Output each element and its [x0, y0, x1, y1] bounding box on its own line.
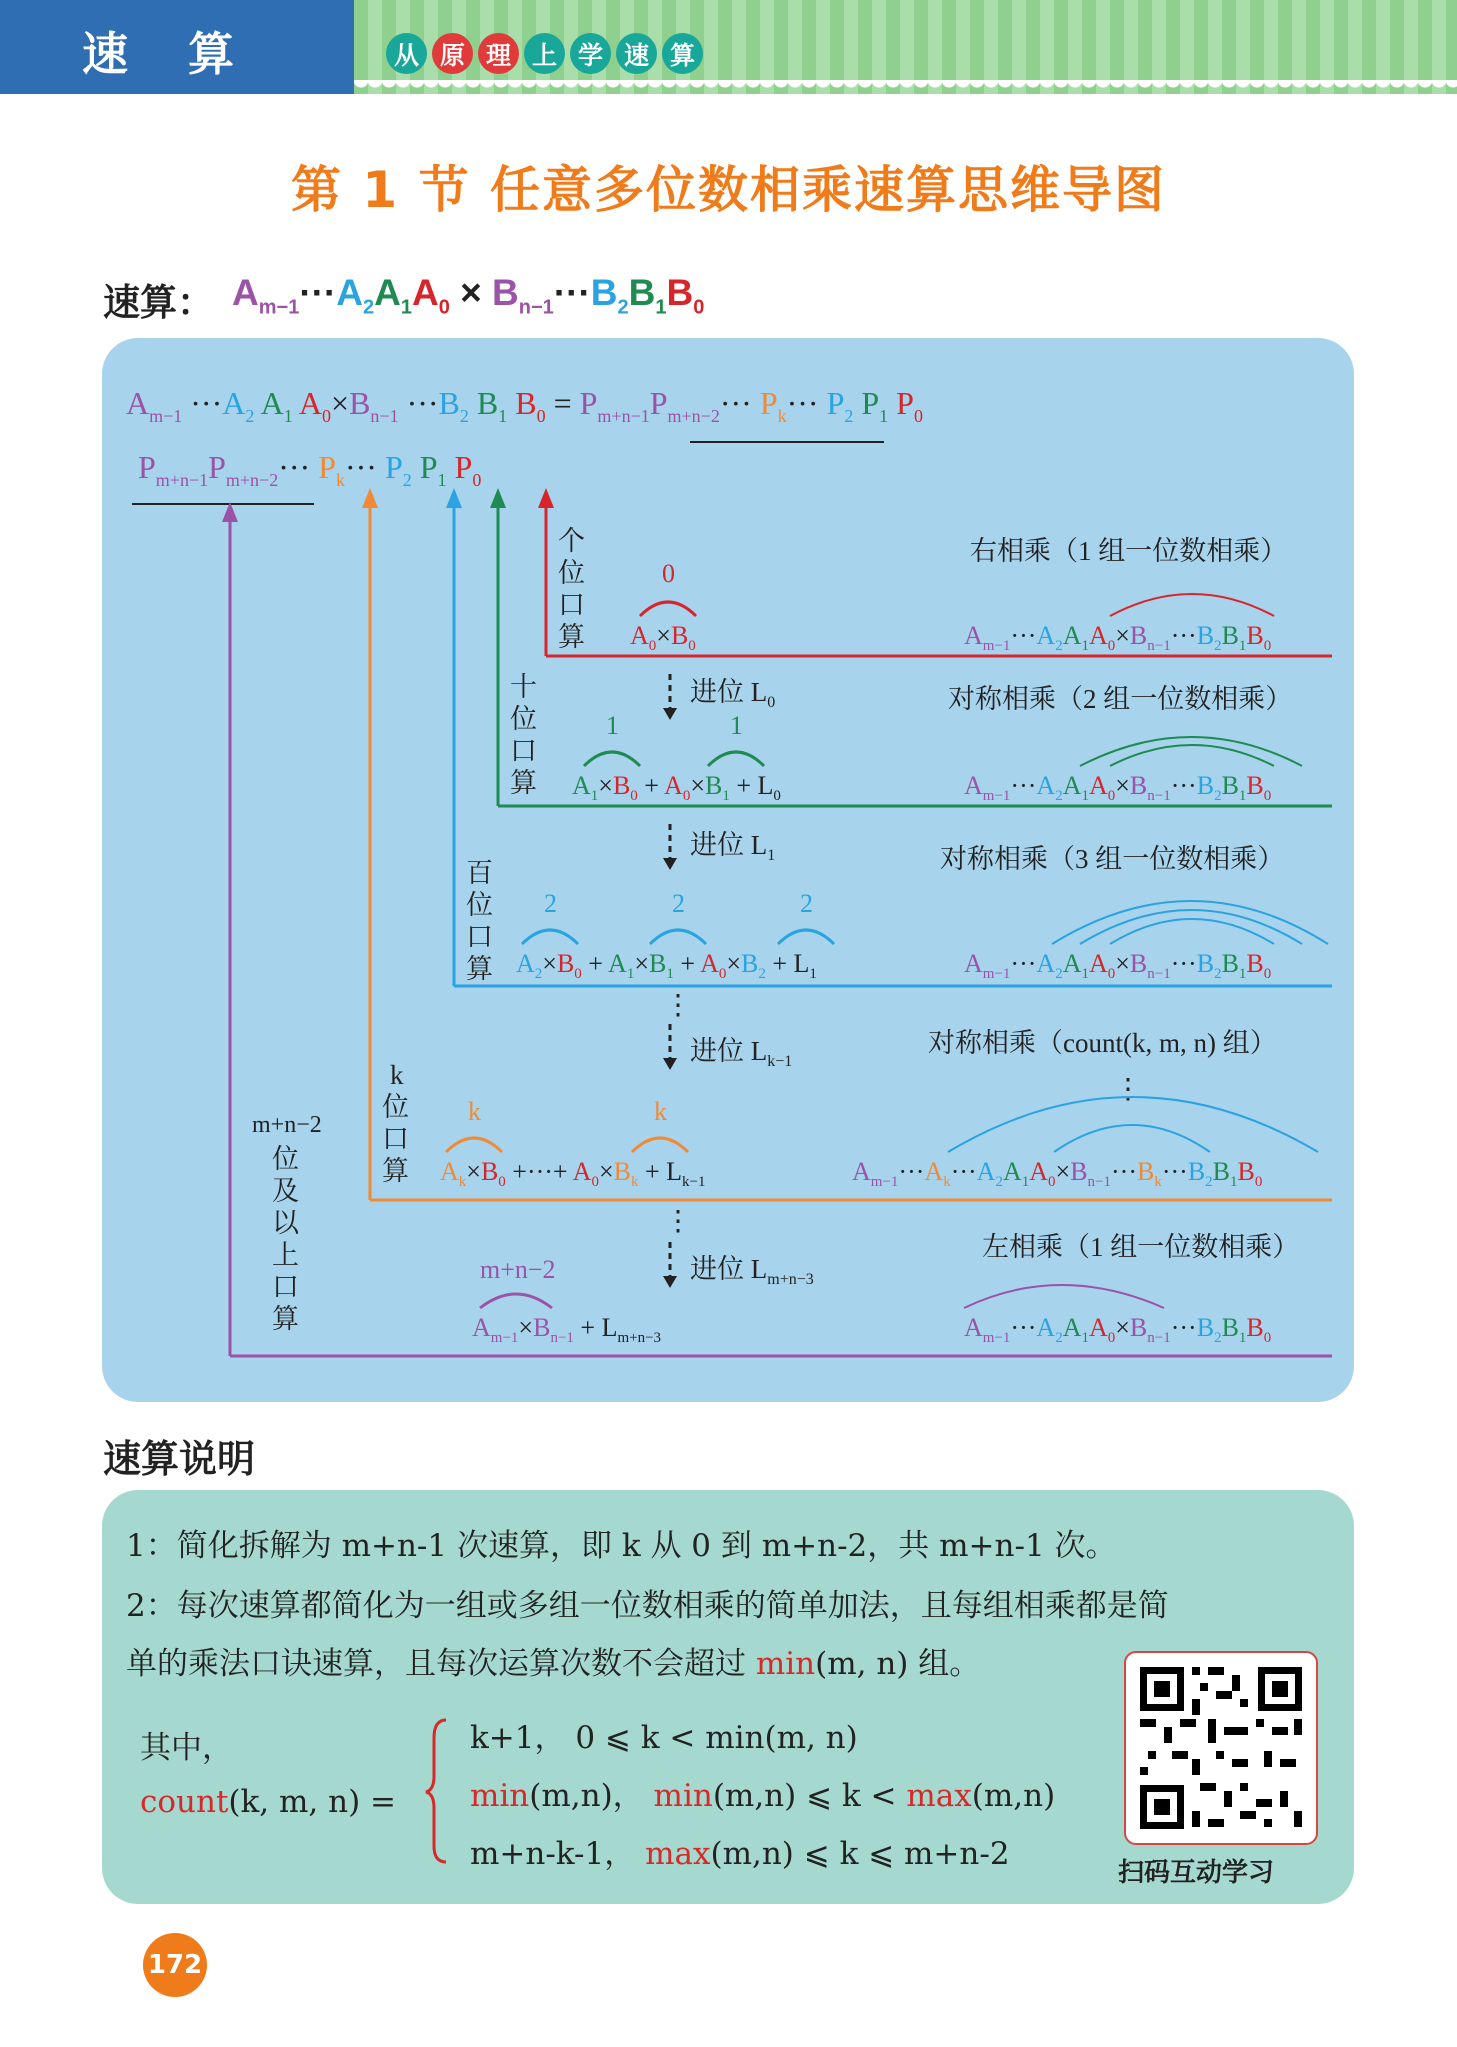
svg-text:算: 算 — [272, 1304, 299, 1334]
rowlast-calc — [472, 1255, 1271, 1346]
svg-text:百: 百 — [466, 858, 493, 888]
qr-code-icon — [1126, 1653, 1316, 1843]
svg-text:⋮: ⋮ — [664, 1206, 692, 1237]
svg-text:A1×B0 + A0×B1 + L0: $A_1\times B_0 + A_0\times B_1 + L_0$ — [572, 771, 781, 804]
svg-text:个: 个 — [558, 526, 585, 556]
formula-label: 速算： — [103, 281, 214, 324]
row-title-k: 对称相乘（count(k, m, n) 组） — [928, 1028, 1277, 1058]
svg-text:⋮: ⋮ — [1114, 1074, 1142, 1105]
case-2: min(m,n)， min(m,n) ⩽ k < max(m,n) — [470, 1778, 1056, 1814]
badge-char: 学 — [570, 33, 611, 74]
row-title-2: 对称相乘（2 组一位数相乘） — [948, 684, 1293, 714]
svg-text:2: 2 — [544, 889, 557, 918]
svg-text:Am−1···A2A1A0×Bn−1···B2B1B0: $A_{m-1}\cdot\cdot\cdot A_2A_1A_0\times B_{n-1}\cdot\cdot\cdot B_2B_1B_0$ — [964, 1313, 1272, 1346]
badge-char: 理 — [478, 33, 519, 74]
svg-text:1: 1 — [730, 711, 743, 740]
badge-char: 上 — [524, 33, 565, 74]
row-labels — [252, 526, 585, 1334]
svg-text:口: 口 — [272, 1272, 299, 1302]
brace-icon — [424, 1716, 454, 1866]
svg-text:Am−1···Ak···A2A1A0×Bn−1···Bk··: $A_{m-1}\cdot\cdot\cdot A_k\cdot\cdot\cdot A_2A_1A_0\times B_{n-1}\cdot\cdot\cdot B_k\cdot\cdot\cdot B_2B_1B_0$ — [852, 1157, 1263, 1190]
carry-labels — [663, 674, 814, 1288]
svg-text:m+n−2: m+n−2 — [480, 1255, 556, 1284]
svg-text:2: 2 — [800, 889, 813, 918]
svg-text:k: k — [390, 1060, 404, 1090]
svg-text:位: 位 — [510, 704, 537, 734]
qr-code[interactable] — [1124, 1651, 1318, 1845]
svg-text:⋮: ⋮ — [664, 990, 692, 1021]
svg-text:进位 Lm+n−3: 进位 $L_{m+n-3}$ — [690, 1254, 814, 1288]
svg-text:算: 算 — [558, 622, 585, 652]
svg-text:上: 上 — [272, 1240, 299, 1270]
mind-map-panel — [102, 338, 1354, 1402]
svg-text:位: 位 — [558, 558, 585, 588]
page-number: 172 — [143, 1933, 207, 1997]
svg-text:以: 以 — [272, 1208, 299, 1238]
svg-text:位: 位 — [466, 890, 493, 920]
row1-calc — [630, 559, 1274, 654]
count-definition: count(k, m, n) = — [140, 1784, 397, 1820]
svg-text:口: 口 — [382, 1124, 409, 1154]
series-badges — [386, 33, 703, 74]
where-label: 其中， — [140, 1730, 233, 1766]
svg-text:算: 算 — [510, 768, 537, 798]
svg-text:进位 L1: 进位 $L_1$ — [690, 830, 776, 864]
svg-text:0: 0 — [662, 559, 675, 588]
svg-text:Am−1···A2A1A0×Bn−1···B2B1B0: $A_{m-1}\cdot\cdot\cdot A_2A_1A_0\times B_{n-1}\cdot\cdot\cdot B_2B_1B_0$ — [964, 621, 1272, 654]
svg-text:k: k — [468, 1097, 481, 1126]
formula-expression: $A_{m-1}\cdot\cdot\cdot A_2A_1A_0 \times B_{n-1}\cdot\cdot\cdot B_2B_1B_0$ — [232, 272, 705, 319]
case-3: m+n-k-1， max(m,n) ⩽ k ⩽ m+n-2 — [470, 1836, 1010, 1872]
svg-text:十: 十 — [510, 672, 537, 702]
row-title-last: 左相乘（1 组一位数相乘） — [982, 1232, 1300, 1262]
svg-text:Ak×B0 +···+ A0×Bk + Lk−1: $A_k\times B_0$ +···+ $A_0\times B_k + L_{k-1}$ — [440, 1157, 706, 1190]
row-title-1: 右相乘（1 组一位数相乘） — [970, 536, 1288, 566]
svg-text:口: 口 — [510, 736, 537, 766]
note-2a: 2：每次速算都简化为一组或多组一位数相乘的简单加法，且每组相乘都是简 — [126, 1588, 1169, 1624]
badge-char: 算 — [662, 33, 703, 74]
svg-text:Am−1···A2A1A0×Bn−1···B2B1B0: $A_{m-1}\cdot\cdot\cdot A_2A_1A_0\times B_{n-1}\cdot\cdot\cdot B_2B_1B_0$ — [964, 949, 1272, 982]
row3-calc — [516, 889, 1328, 982]
top-equation — [126, 385, 923, 442]
note-2b: 单的乘法口诀速算，且每次运算次数不会超过 min(m, n) 组。 — [126, 1646, 981, 1682]
svg-text:算: 算 — [466, 954, 493, 984]
svg-text:及: 及 — [272, 1176, 299, 1206]
badge-char: 从 — [386, 33, 427, 74]
svg-text:Am−1×Bn−1 + Lm+n−3: $A_{m-1}\times B_{n-1} + L_{m+n-3}$ — [472, 1313, 662, 1346]
badge-char: 原 — [432, 33, 473, 74]
section-title: 速算说明 — [103, 1437, 256, 1481]
svg-text:进位 Lk−1: 进位 $L_{k-1}$ — [690, 1036, 793, 1070]
brand-banner — [0, 0, 354, 147]
qr-label: 扫码互动学习 — [1118, 1858, 1275, 1888]
svg-text:算: 算 — [382, 1156, 409, 1186]
svg-text:Am−1···A2A1A0×Bn−1···B2B1B0: $A_{m-1}\cdot\cdot\cdot A_2A_1A_0\times B_{n-1}\cdot\cdot\cdot B_2B_1B_0$ — [964, 771, 1272, 804]
rowk-calc — [440, 1074, 1318, 1190]
page-title: 第 1 节 任意多位数相乘速算思维导图 — [290, 161, 1166, 219]
svg-text:口: 口 — [558, 590, 585, 620]
mind-map-diagram — [102, 338, 1354, 1402]
svg-text:1: 1 — [606, 711, 619, 740]
svg-text:k: k — [654, 1097, 667, 1126]
svg-text:口: 口 — [466, 922, 493, 952]
svg-text:2: 2 — [672, 889, 685, 918]
row2-calc — [572, 711, 1302, 804]
svg-text:Am−1 ···A2 A1 A0×Bn−1 ···B2 B1: $A_{m-1} \cdot\cdot\cdot A_2$ $A_1$ $A_0\times B_{n-1} \cdot\cdot\cdot B_2$ $B_1$ $B_0 = P_{m+n-1}P_{m+n-2}\cdot\cdot\cdot P_k\cdot\cdot\cdot P_2$ $P_1$ $P_0$ — [126, 385, 923, 426]
svg-text:位: 位 — [382, 1092, 409, 1122]
product-digits — [132, 449, 481, 504]
note-1: 1：简化拆解为 m+n-1 次速算，即 k 从 0 到 m+n-2，共 m+n-1 次。 — [126, 1528, 1117, 1564]
svg-text:Pm+n−1Pm+n−2··· Pk··· P2 P1 P0: $P_{m+n-1}P_{m+n-2}\cdot\cdot\cdot P_k\cdot\cdot\cdot P_2$ $P_1$ $P_0$ — [138, 449, 482, 490]
svg-text:A0×B0: $A_0\times B_0$ — [630, 621, 696, 654]
badge-char: 速 — [616, 33, 657, 74]
svg-text:m+n−2: m+n−2 — [252, 1112, 322, 1138]
svg-text:A2×B0 + A1×B1 + A0×B2 + L1: $A_2\times B_0 + A_1\times B_1 + A_0\times B_2 + L_1$ — [516, 949, 817, 982]
case-1: k+1， 0 ⩽ k < min(m, n) — [470, 1720, 858, 1756]
svg-text:进位 L0: 进位 $L_0$ — [690, 677, 776, 711]
svg-text:位: 位 — [272, 1144, 299, 1174]
row-title-3: 对称相乘（3 组一位数相乘） — [940, 844, 1285, 874]
brand-name: 速 算 帮 — [82, 27, 257, 147]
